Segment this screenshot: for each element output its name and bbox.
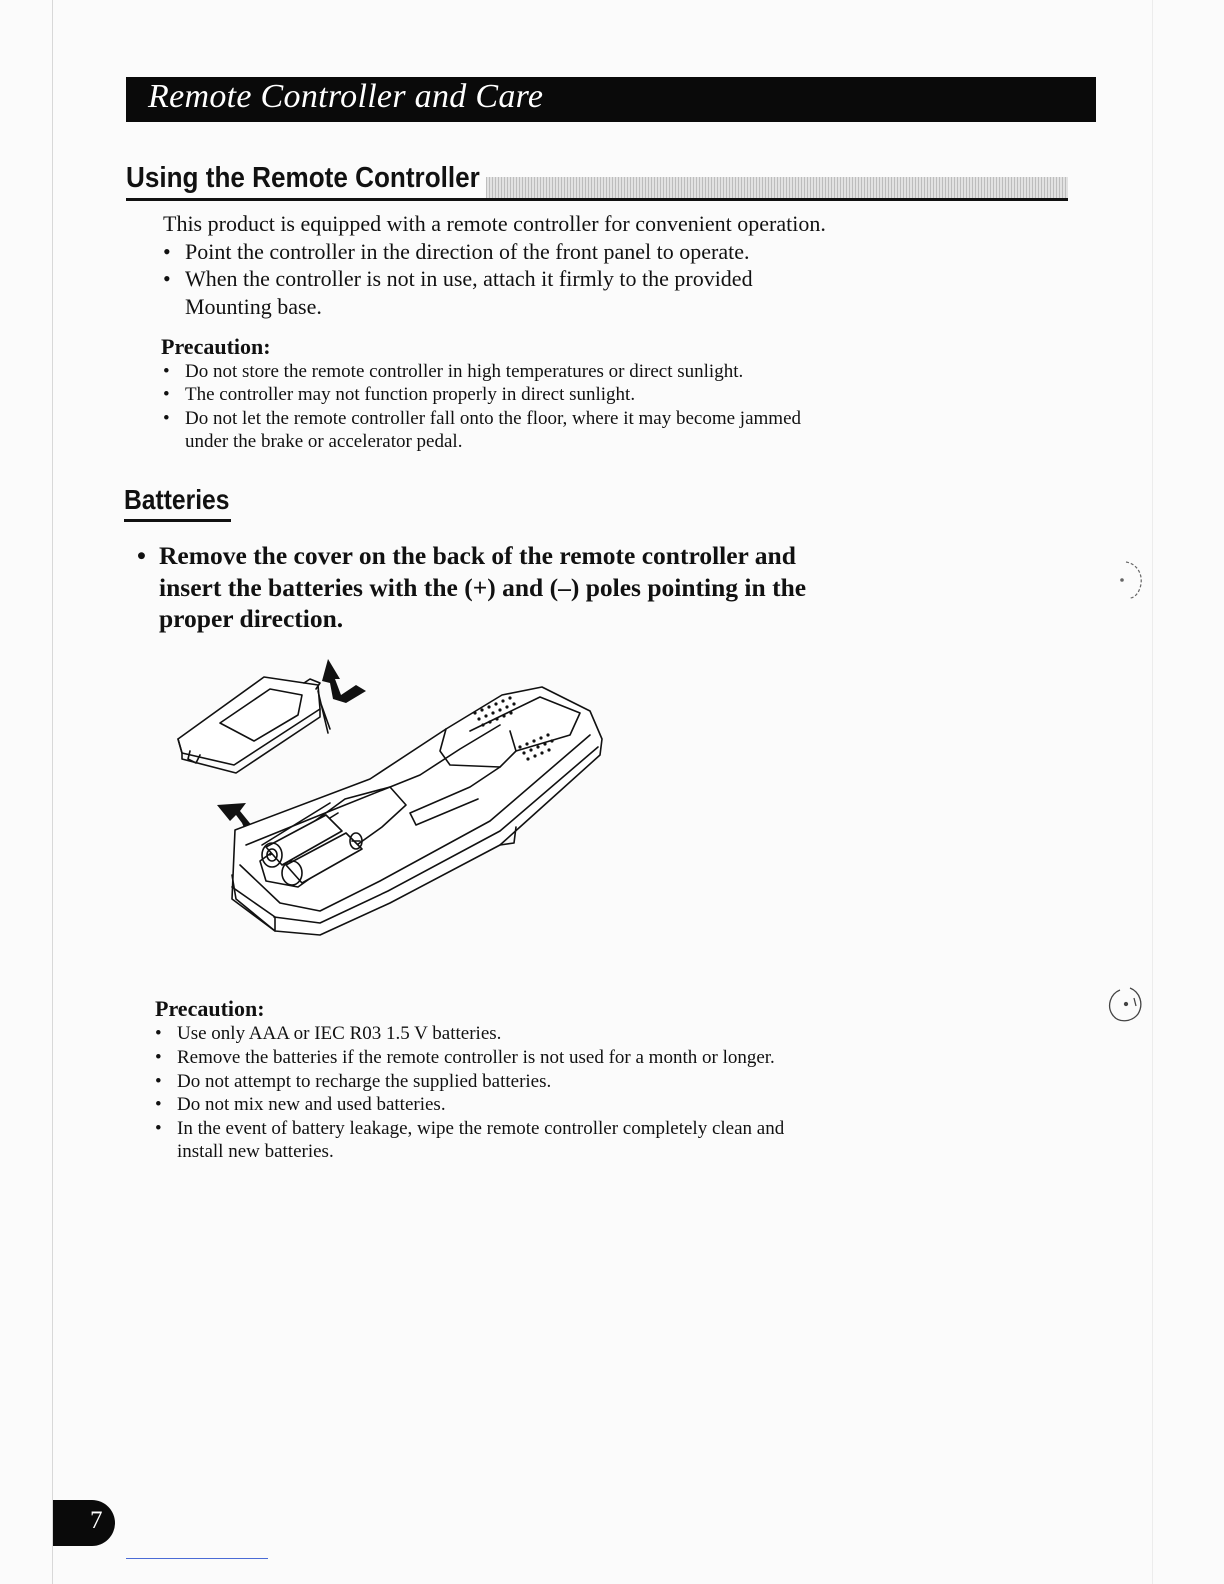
section-title-batteries: Batteries [124, 484, 230, 515]
bullet-icon: • [163, 408, 170, 429]
bullet-icon: • [155, 1094, 162, 1115]
bullet-icon: • [163, 239, 171, 264]
chapter-title: Remote Controller and Care [148, 78, 544, 115]
precaution-heading: Precaution: [155, 996, 265, 1021]
chapter-title-bar [126, 77, 1096, 122]
bullet-icon: • [163, 361, 170, 382]
page-edge [1152, 0, 1153, 1584]
bullet-icon: • [155, 1047, 162, 1068]
bullet-icon: • [163, 384, 170, 405]
page-edge [52, 0, 53, 1584]
binder-hole-icon [1104, 984, 1148, 1028]
remote-battery-illustration [170, 655, 610, 945]
heading-shading [486, 177, 1068, 198]
page-number-tab [53, 1500, 115, 1546]
bullet-icon: • [137, 541, 146, 570]
heading-rule [124, 519, 231, 522]
bullet-icon: • [155, 1023, 162, 1044]
precaution-heading: Precaution: [161, 334, 271, 359]
bullet-icon: • [163, 266, 171, 291]
bullet-icon: • [155, 1118, 162, 1139]
section-heading-remote [126, 160, 1068, 202]
intro-paragraph: This product is equipped with a remote controller for convenient operation. [163, 211, 826, 236]
bullet-icon: • [155, 1071, 162, 1092]
footer-rule [126, 1558, 268, 1559]
heading-rule [126, 198, 1068, 201]
section-title-remote: Using the Remote Controller [126, 162, 480, 194]
binder-hole-icon [1108, 558, 1148, 602]
battery-cover-illustration [178, 677, 330, 773]
arrow-icon-up [322, 659, 366, 703]
page-number: 7 [90, 1507, 103, 1534]
